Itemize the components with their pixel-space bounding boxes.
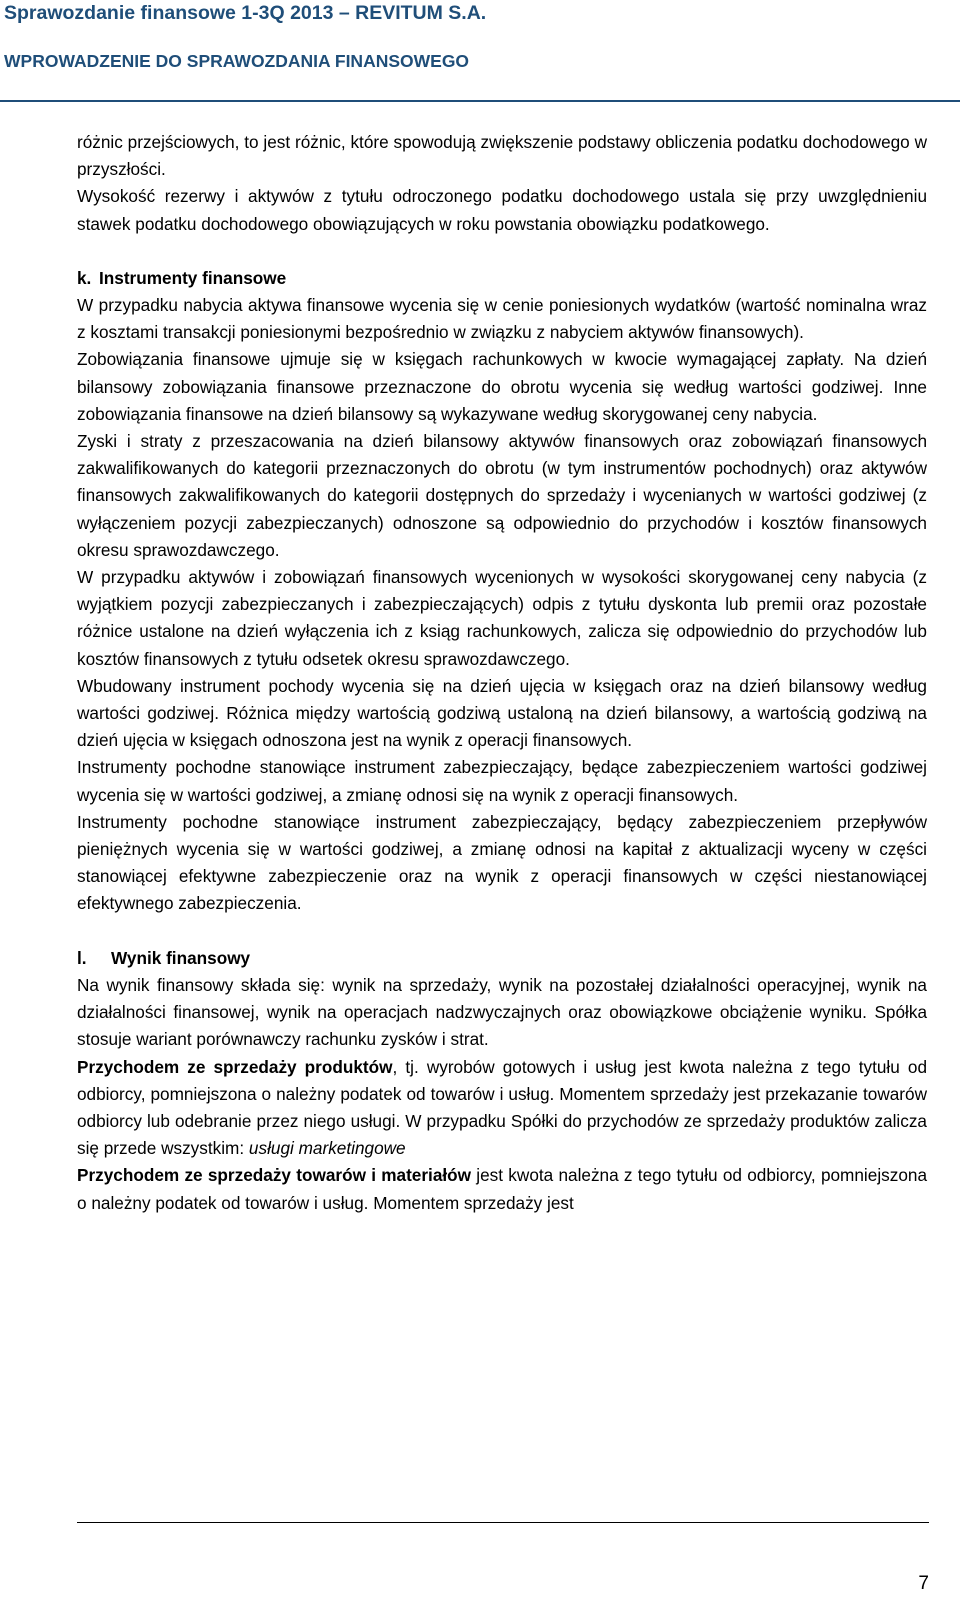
header-divider [0, 100, 960, 102]
paragraph: Zyski i straty z przeszacowania na dzień bilansowy aktywów finansowych oraz zobowiązań finansowych zakwalifikowanych do kategorii przeznaczonych do obrotu (w tym instrumentów pochodnych) oraz aktywów finansowych zakwalifikowanych do kategorii dostępnych do sprzedaży i wycenianych w wartości godziwej (z wyłączeniem pozycji zabezpieczanych) odnoszone są odpowiednio do przychodów i kosztów finansowych okresu sprawozdawczego. [77, 431, 927, 560]
section-heading-k [77, 265, 927, 292]
paragraph-text: jest kwota należna z tego tytułu od odbiorcy, pomniejszona o należny podatek od towarów i usług. Momentem sprzedaży jest [77, 1165, 927, 1213]
paragraph-text: , tj. wyrobów gotowych i usług jest kwota należna z tego tytułu od odbiorcy, pomniejszona o należny podatek od towarów i usług. Momentem sprzedaży jest przekazanie towarów odbiorcy lub odebranie przez niego usługi. W przypadku Spółki do przychodów ze sprzedaży produktów zalicza się przede wszystkim: [77, 1056, 927, 1159]
paragraph: różnic przejściowych, to jest różnic, które spowodują zwiększenie podstawy obliczenia podatku dochodowego w przyszłości. [77, 132, 927, 180]
section-letter: l. [77, 947, 87, 968]
spacer [77, 238, 927, 265]
section-letter: k. [77, 267, 92, 288]
paragraph: Na wynik finansowy składa się: wynik na sprzedaży, wynik na pozostałej działalności operacyjnej, wynik na działalności finansowej, wynik na operacjach nadzwyczajnych oraz obowiązkowe obciążenie wyniku. Spółka stosuje wariant porównawczy rachunku zysków i strat. [77, 974, 927, 1050]
paragraph: Wbudowany instrument pochody wycenia się na dzień ujęcia w księgach oraz na dzień bilansowy według wartości godziwej. Różnica między wartością godziwą ustaloną na dzień bilansowy, a wartością godziwą na dzień ujęcia w księgach odnoszona jest na wynik z operacji finansowych. [77, 675, 927, 751]
paragraph [77, 1162, 927, 1216]
page-number: 7 [918, 1573, 929, 1594]
bold-term: Przychodem ze sprzedaży towarów i materiałów [77, 1165, 472, 1186]
paragraph: W przypadku aktywów i zobowiązań finansowych wycenionych w wysokości skorygowanej ceny nabycia (z wyjątkiem pozycji zabezpieczanych i zabezpieczających) odpis z tytułu dyskonta lub premii oraz pozostałe różnice ustalone na dzień wyłączenia ich z ksiąg rachunkowych, zalicza się odpowiednio do przychodów lub kosztów finansowych z tytułu odsetek okresu sprawozdawczego. [77, 567, 927, 669]
footer-divider [77, 1522, 929, 1523]
section-title: WPROWADZENIE DO SPRAWOZDANIA FINANSOWEGO [4, 51, 470, 71]
paragraph [77, 1054, 927, 1163]
report-title: Sprawozdanie finansowe 1-3Q 2013 – REVITUM S.A. [4, 2, 487, 24]
paragraph: Instrumenty pochodne stanowiące instrument zabezpieczający, będący zabezpieczeniem przepływów pieniężnych wycenia się w wartości godziwej, a zmianę odnosi na kapitał z aktualizacji wyceny w części stanowiącej efektywne zabezpieczenie oraz na wynik z operacji finansowych w części niestanowiącej efektywnego zabezpieczenia. [77, 811, 927, 914]
spacer [77, 918, 927, 945]
paragraph: Wysokość rezerwy i aktywów z tytułu odroczonego podatku dochodowego ustala się przy uwzględnieniu stawek podatku dochodowego obowiązujących w roku powstania obowiązku podatkowego. [77, 186, 927, 234]
paragraph: Instrumenty pochodne stanowiące instrument zabezpieczający, będące zabezpieczeniem wartości godziwej wycenia się w wartości godziwej, a zmianę odnosi się na wynik z operacji finansowych. [77, 757, 927, 805]
section-heading-l [77, 945, 927, 972]
bold-term: Przychodem ze sprzedaży produktów [77, 1056, 393, 1077]
section-heading-title: Wynik finansowy [111, 947, 251, 968]
paragraph: W przypadku nabycia aktywa finansowe wycenia się w cenie poniesionych wydatków (wartość nominalna wraz z kosztami transakcji poniesionymi bezpośrednio w związku z nabyciem aktywów finansowych). [77, 295, 927, 343]
paragraph: Zobowiązania finansowe ujmuje się w księgach rachunkowych w kwocie wymagającej zapłaty. Na dzień bilansowy zobowiązania finansowe przeznaczone do obrotu wycenia się według wartości godziwej. Inne zobowiązania finansowe na dzień bilansowy są wykazywane według skorygowanej ceny nabycia. [77, 349, 927, 424]
document-body [77, 129, 927, 1217]
italic-term: usługi marketingowe [248, 1138, 406, 1159]
section-heading-title: Instrumenty finansowe [99, 267, 287, 288]
